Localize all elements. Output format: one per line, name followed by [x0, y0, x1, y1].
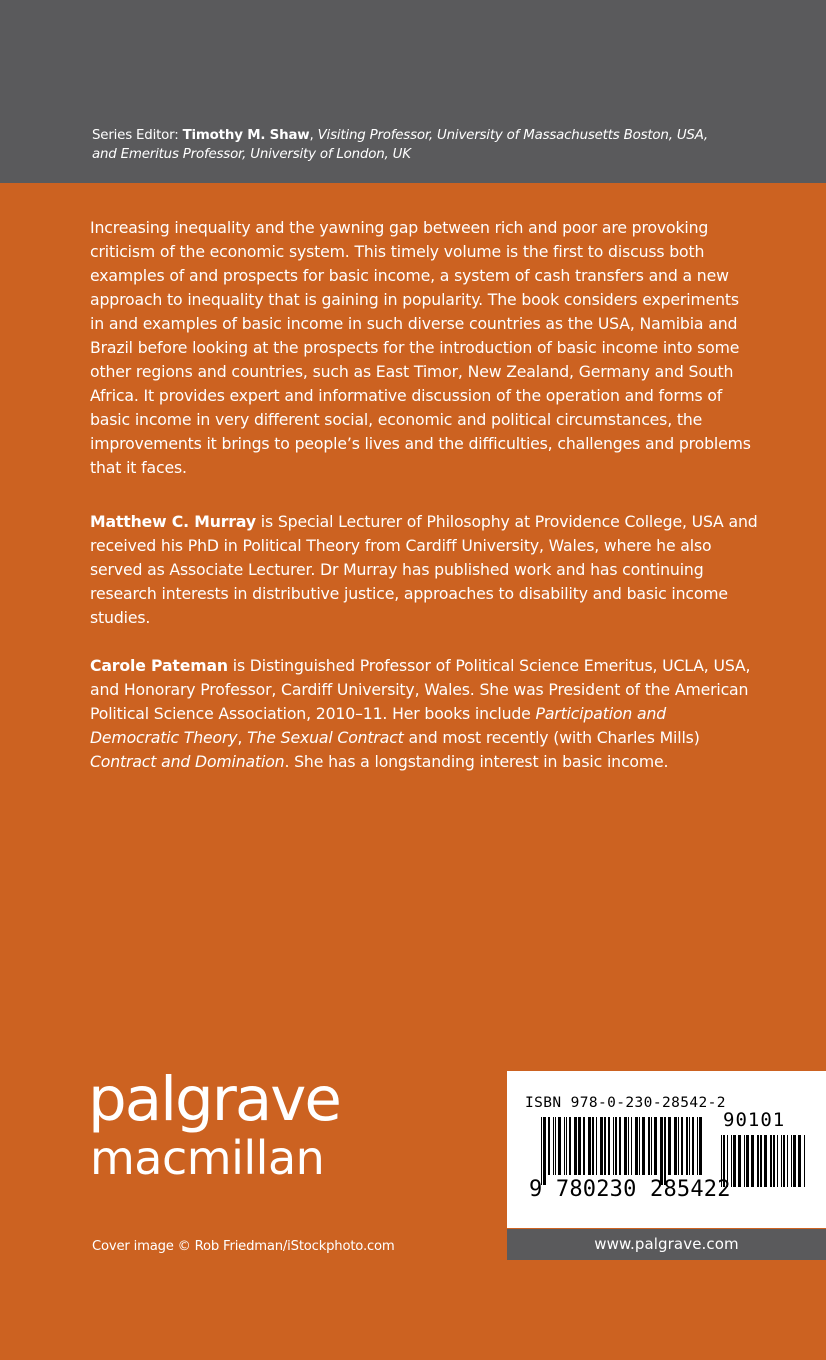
- book-title: Contract and Domination: [90, 752, 285, 771]
- barcode-bar: [678, 1117, 679, 1175]
- barcode-bar: [583, 1117, 585, 1175]
- book-title: Democratic Theory: [90, 728, 238, 747]
- barcode-bar: [608, 1117, 610, 1175]
- logo-palgrave: palgrave: [88, 1064, 340, 1135]
- bio-line: is Distinguished Professor of Political Science Emeritus, UCLA, USA,: [227, 656, 751, 675]
- bio-line: and Honorary Professor, Cardiff University, Wales. She was President of the American: [90, 680, 749, 699]
- description-line: examples of and prospects for basic income, a system of cash transfers and a new: [90, 266, 729, 285]
- description-line: basic income in very different social, economic and political circumstances, the: [90, 410, 703, 429]
- barcode-bar: [642, 1117, 645, 1175]
- description-line: improvements it brings to people’s lives and the difficulties, challenges and problems: [90, 434, 751, 453]
- barcode-bar: [733, 1135, 736, 1187]
- publisher-website-link[interactable]: www.palgrave.com: [594, 1235, 739, 1253]
- book-description: [90, 216, 826, 480]
- bio-line: and most recently (with Charles Mills): [403, 728, 700, 747]
- barcode-bar: [686, 1117, 688, 1175]
- barcode-bar: [564, 1117, 565, 1175]
- description-line: in and examples of basic income in such diverse countries as the USA, Namibia and: [90, 314, 738, 333]
- barcode-bar: [664, 1117, 666, 1185]
- publisher-logo: [88, 1064, 340, 1185]
- barcode-bar: [773, 1135, 775, 1187]
- barcode-bar: [553, 1117, 554, 1175]
- barcode-bar: [613, 1117, 614, 1175]
- barcode-bar: [798, 1135, 801, 1187]
- series-editor-prefix: Series Editor:: [92, 128, 183, 143]
- description-line: Africa. It provides expert and informative discussion of the operation and forms of: [90, 386, 723, 405]
- bio-line: . She has a longstanding interest in basic income.: [284, 752, 669, 771]
- barcode-bar: [604, 1117, 606, 1175]
- logo-macmillan: macmillan: [90, 1131, 325, 1185]
- series-editor-credit: [92, 126, 812, 164]
- barcode-bar: [631, 1117, 632, 1175]
- barcode-bar: [660, 1117, 663, 1185]
- cover-image-credit: Cover image © Rob Friedman/iStockphoto.com: [92, 1239, 395, 1254]
- bio-line: received his PhD in Political Theory from Cardiff University, Wales, where he also: [90, 536, 712, 555]
- barcode-bar: [793, 1135, 796, 1187]
- bio-line: is Special Lecturer of Philosophy at Providence College, USA and: [255, 512, 758, 531]
- barcode-bar: [558, 1117, 561, 1175]
- description-line: criticism of the economic system. This timely volume is the first to discuss both: [90, 242, 705, 261]
- barcode-bar: [596, 1117, 597, 1175]
- book-title: Participation and: [535, 704, 667, 723]
- barcode-addon-digits: 90101: [723, 1109, 786, 1131]
- barcode-bar: [654, 1117, 657, 1175]
- barcode-bar: [566, 1117, 567, 1175]
- barcode-bar: [628, 1117, 629, 1175]
- barcode-bar: [751, 1135, 754, 1187]
- barcode-bar: [731, 1135, 732, 1187]
- barcode-bar: [757, 1135, 759, 1187]
- barcode-bar: [760, 1135, 762, 1187]
- barcode-bar: [588, 1117, 591, 1175]
- barcode-bar: [668, 1117, 671, 1175]
- barcode-bar: [699, 1117, 702, 1175]
- barcode-bar: [619, 1117, 621, 1175]
- barcode-bar: [600, 1117, 603, 1175]
- bio-line: research interests in distributive justice, approaches to disability and basic income: [90, 584, 728, 603]
- barcode-bar: [548, 1117, 550, 1175]
- barcode-bar: [804, 1135, 805, 1187]
- bio-line: served as Associate Lecturer. Dr Murray has published work and has continuing: [90, 560, 704, 579]
- barcode-bar: [541, 1117, 542, 1185]
- website-bar: [507, 1229, 826, 1260]
- description-line: approach to inequality that is gaining in popularity. The book considers experiments: [90, 290, 739, 309]
- barcode-bar: [770, 1135, 772, 1187]
- barcode-bar: [692, 1117, 694, 1175]
- barcode-bar: [746, 1135, 749, 1187]
- barcode-bar: [648, 1117, 650, 1175]
- bio-sep: ,: [237, 728, 248, 747]
- barcode-bar: [635, 1117, 638, 1175]
- barcode-bar: [543, 1117, 546, 1185]
- barcode-bar: [781, 1135, 782, 1187]
- author-bio-pateman: [90, 654, 826, 774]
- barcode-bar: [764, 1135, 767, 1187]
- barcode-bar: [639, 1117, 640, 1175]
- barcode-bar: [787, 1135, 788, 1187]
- description-line: Increasing inequality and the yawning gap between rich and poor are provoking: [90, 218, 709, 237]
- barcode-bar: [744, 1135, 745, 1187]
- barcode-bar: [697, 1117, 698, 1175]
- description-line: that it faces.: [90, 458, 187, 477]
- barcode-digits: 9 780230 285422: [529, 1177, 731, 1202]
- barcode-bar: [592, 1117, 594, 1175]
- barcode-bar: [578, 1117, 581, 1175]
- description-line: Brazil before looking at the prospects for the introduction of basic income into some: [90, 338, 740, 357]
- book-title: The Sexual Contract: [247, 728, 404, 747]
- barcode-bar: [574, 1117, 577, 1175]
- barcode-bar: [689, 1117, 690, 1175]
- bio-line: studies.: [90, 608, 151, 627]
- series-editor-affiliation: Visiting Professor, University of Massachusetts Boston, USA,: [317, 128, 708, 143]
- author-name-pateman: Carole Pateman: [90, 656, 228, 675]
- author-name-murray: Matthew C. Murray: [90, 512, 256, 531]
- barcode-image: [507, 1071, 826, 1228]
- series-editor-affiliation-2: and Emeritus Professor, University of London, UK: [92, 147, 411, 162]
- barcode-bar: [569, 1117, 571, 1175]
- barcode-bar: [674, 1117, 677, 1175]
- barcode-bar: [783, 1135, 785, 1187]
- bio-line: Political Science Association, 2010–11. Her books include: [90, 704, 536, 723]
- barcode-bar: [555, 1117, 556, 1175]
- barcode-bar: [624, 1117, 627, 1175]
- author-bio-murray: [90, 510, 826, 630]
- isbn-label: ISBN 978-0-230-28542-2: [525, 1095, 726, 1111]
- barcode-bar: [738, 1135, 741, 1187]
- series-editor-sep: ,: [309, 128, 318, 143]
- barcode-bar: [615, 1117, 617, 1175]
- barcode-bar: [681, 1117, 683, 1175]
- barcode-bar: [791, 1135, 792, 1187]
- barcode-bar: [651, 1117, 652, 1175]
- description-line: other regions and countries, such as East Timor, New Zealand, Germany and South: [90, 362, 734, 381]
- barcode-bar: [777, 1135, 778, 1187]
- barcode-panel: [507, 1071, 826, 1228]
- series-editor-name: Timothy M. Shaw: [182, 128, 310, 143]
